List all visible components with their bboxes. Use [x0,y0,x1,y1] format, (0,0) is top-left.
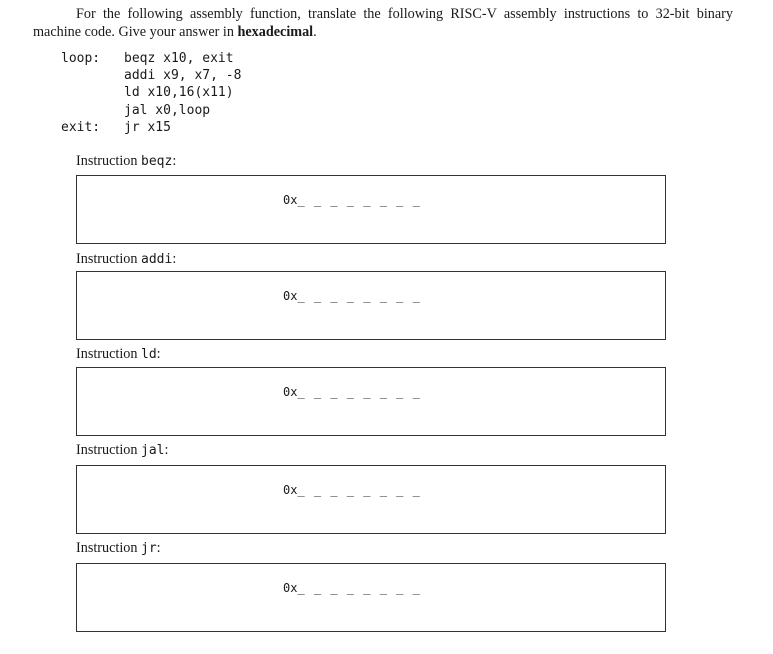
hex-answer-blank: 0x_ _ _ _ _ _ _ _ [283,385,421,399]
code-label: exit: [61,119,101,135]
code-label: loop: [61,51,101,66]
code-instruction: addi x9, x7, -8 [124,68,242,84]
problem-statement [33,5,733,41]
hex-answer-blank: 0x_ _ _ _ _ _ _ _ [283,289,421,303]
code-instruction: jr x15 [124,119,171,135]
code-line [61,84,234,101]
question-label-addi: Instruction addi: [76,251,177,267]
mnemonic: jal [141,443,165,458]
code-instruction: ld x10,16(x11) [124,85,234,101]
answer-box-beqz[interactable] [76,175,666,244]
code-instruction: jal x0,loop [124,102,211,118]
assembly-code-listing [61,50,242,136]
problem-text-end: . [313,24,317,40]
answer-box-jal[interactable] [76,465,666,534]
problem-emphasis: hexadecimal [237,24,314,40]
code-line [61,50,234,67]
problem-text: For the following assembly function, translate the following RISC-V assembly instructions to 32-bit binary machine code. Give your answer in [33,6,733,40]
mnemonic: jr [141,541,157,556]
hex-answer-blank: 0x_ _ _ _ _ _ _ _ [283,193,421,207]
answer-box-jr[interactable] [76,563,666,632]
hex-answer-blank: 0x_ _ _ _ _ _ _ _ [283,483,421,497]
question-label-jr: Instruction jr: [76,540,161,556]
question-label-ld: Instruction ld: [76,346,161,362]
code-line [61,67,242,84]
answer-box-ld[interactable] [76,367,666,436]
hex-answer-blank: 0x_ _ _ _ _ _ _ _ [283,581,421,595]
question-label-jal: Instruction jal: [76,442,169,458]
code-instruction: beqz x10, exit [124,51,234,66]
answer-box-addi[interactable] [76,271,666,340]
question-label-beqz: Instruction beqz: [76,153,177,169]
code-line [61,119,171,136]
code-line [61,102,211,119]
mnemonic: ld [141,347,157,362]
mnemonic: beqz [141,154,173,169]
mnemonic: addi [141,252,173,267]
